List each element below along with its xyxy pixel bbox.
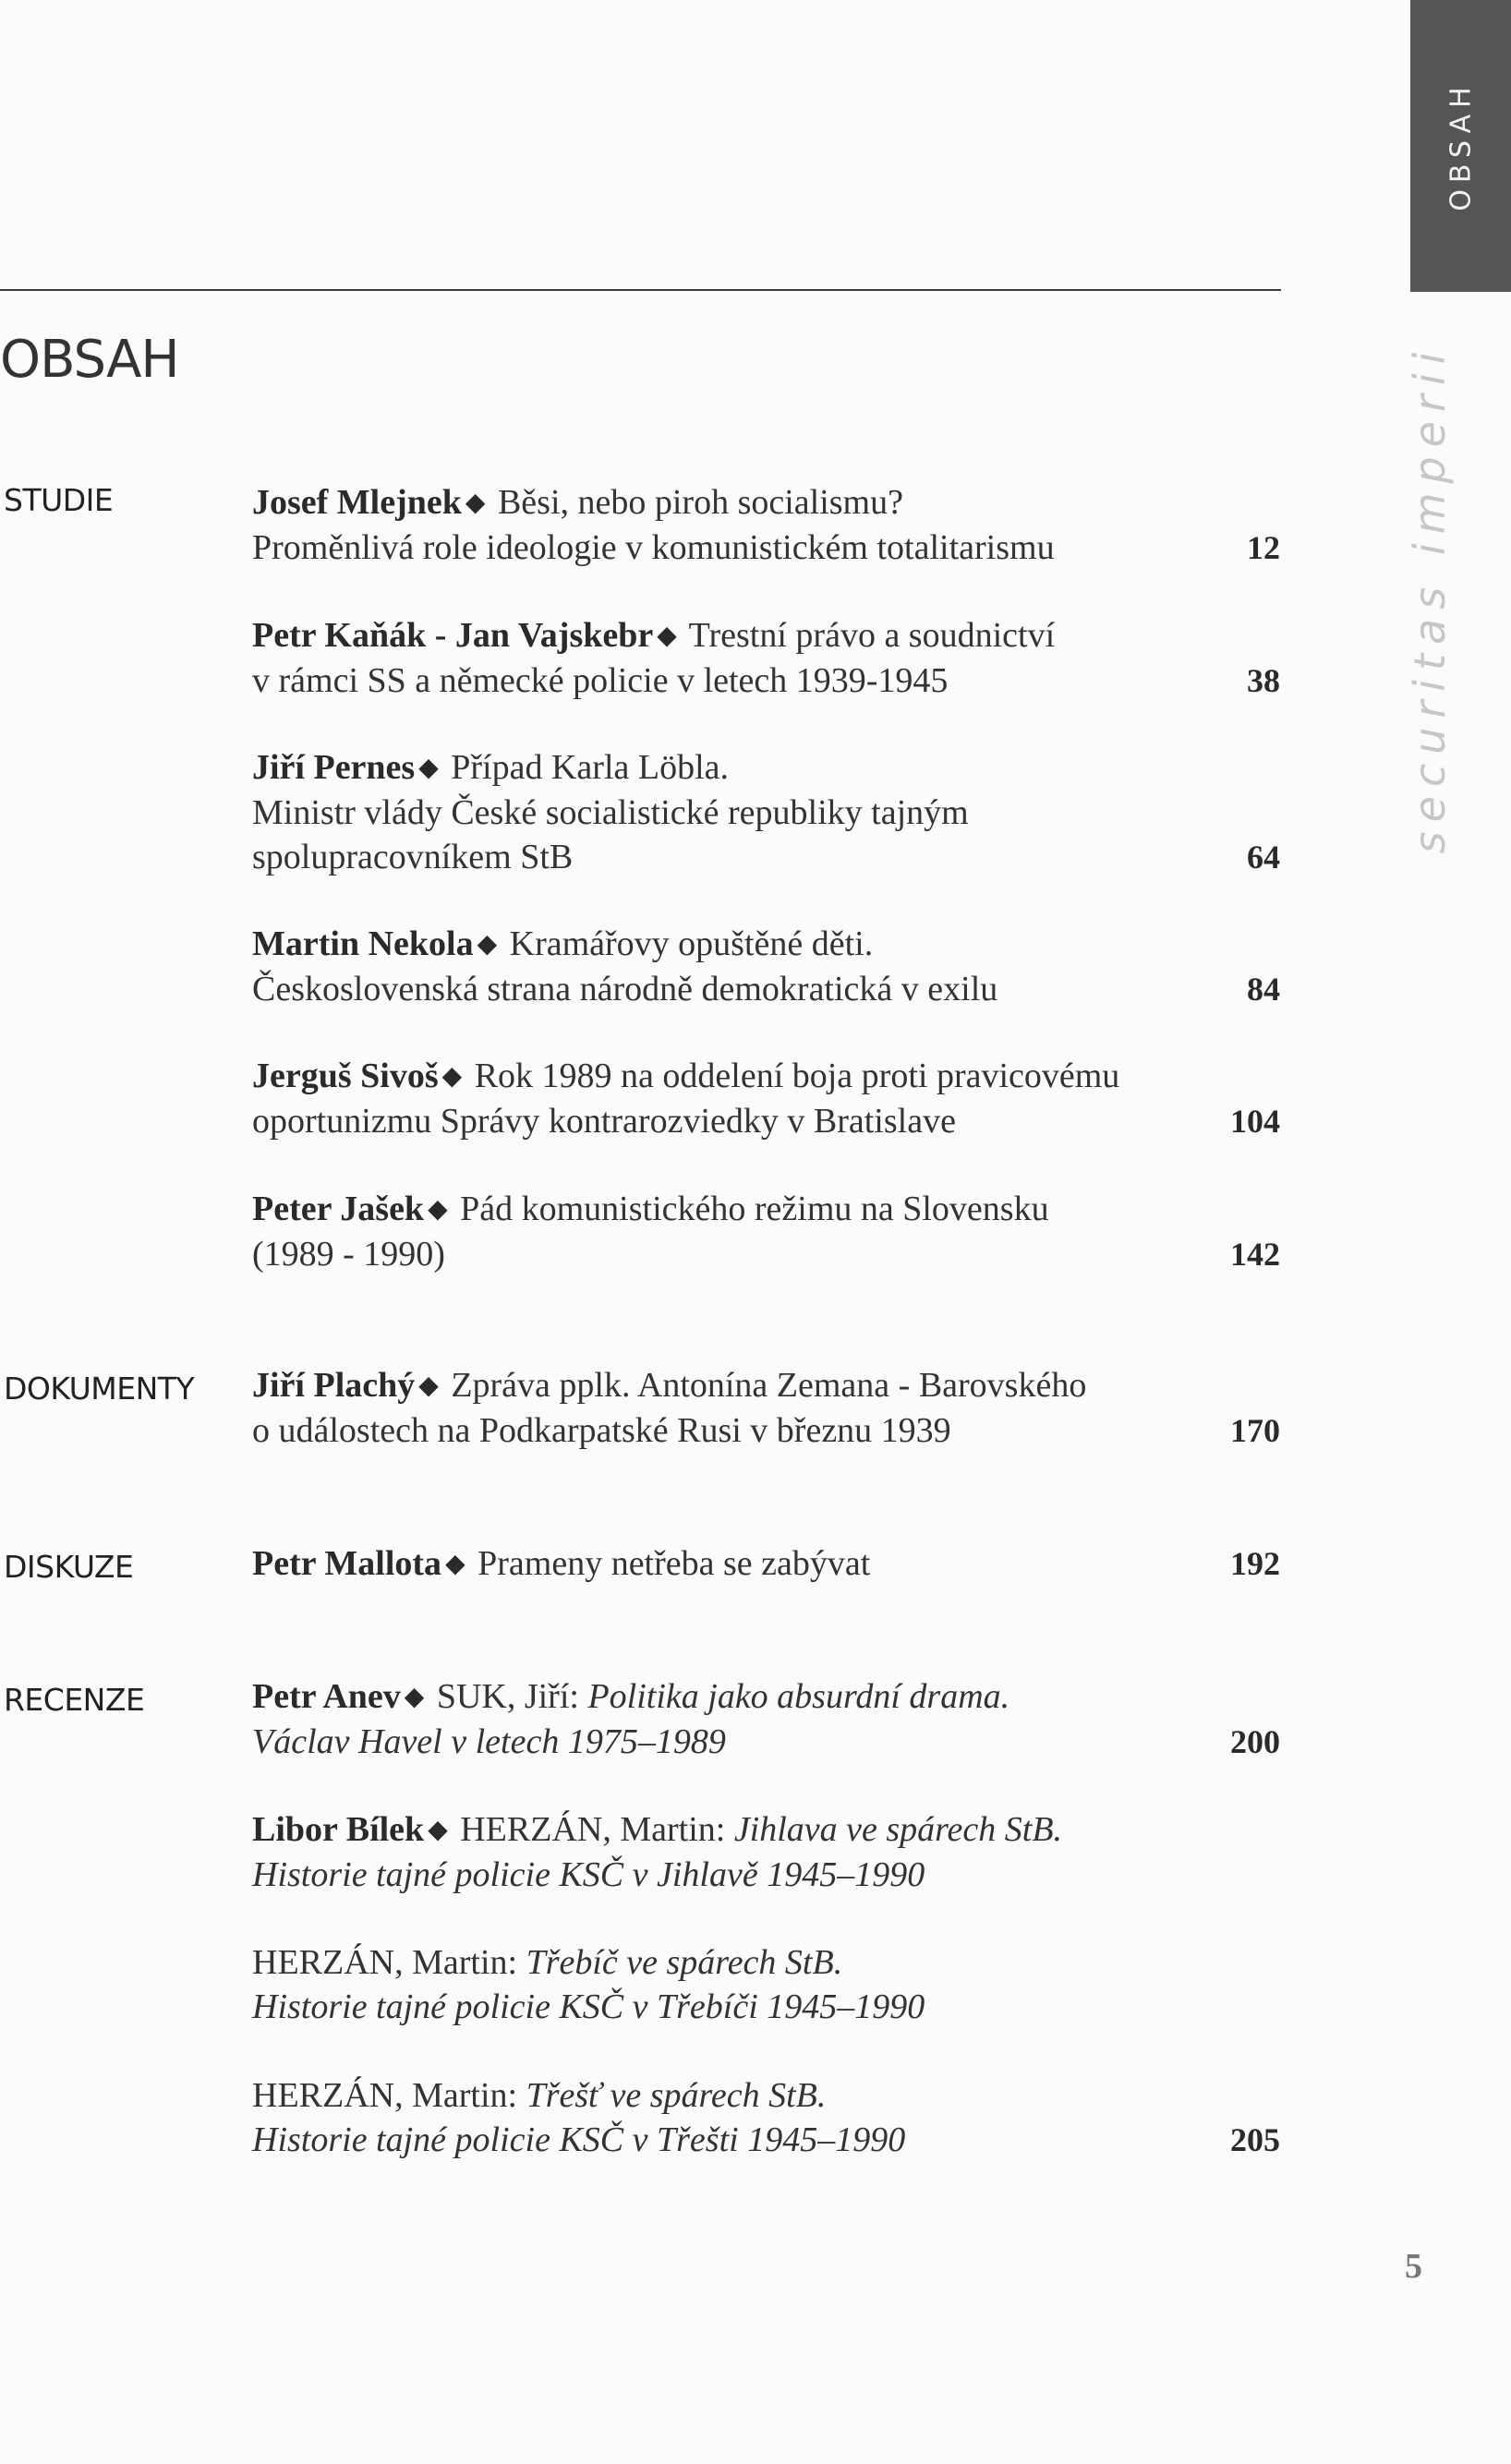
toc-entry-plachy[interactable]: [252, 1363, 1282, 1453]
diamond-separator-icon: ◆: [418, 1371, 439, 1400]
entry-page-number: 64: [1247, 839, 1280, 876]
entry-author: Josef Mlejnek: [252, 483, 462, 522]
entry-subtitle: Československá strana národně demokratická v exilu: [252, 970, 998, 1009]
toc-entry-mallota[interactable]: [252, 1541, 1282, 1587]
toc-entry-herzan-trest[interactable]: [252, 2073, 1282, 2162]
entry-page-number: 200: [1230, 1723, 1280, 1760]
toc-entry-nekola[interactable]: [252, 922, 1282, 1011]
entry-page-number: 192: [1230, 1545, 1280, 1582]
entry-book-title: Jihlava ve spárech StB.: [733, 1810, 1063, 1849]
section-label-dokumenty: DOKUMENTY: [4, 1371, 195, 1407]
entry-book-author: SUK, Jiří:: [436, 1677, 579, 1716]
entry-subtitle: (1989 - 1990): [252, 1235, 445, 1274]
entry-author: Jiří Pernes: [252, 748, 416, 787]
diamond-separator-icon: ◆: [418, 754, 439, 782]
toc-entry-mlejnek[interactable]: [252, 480, 1282, 570]
entry-title: Prameny netřeba se zabývat: [477, 1544, 871, 1583]
entry-page-number: 84: [1247, 971, 1280, 1008]
entry-book-subtitle: Václav Havel v letech 1975–1989: [252, 1722, 726, 1761]
diamond-separator-icon: ◆: [477, 930, 498, 959]
entry-page-number: 142: [1230, 1236, 1280, 1273]
entry-page-number: 104: [1230, 1103, 1280, 1140]
entry-author: Jiří Plachý: [252, 1366, 416, 1405]
entry-title: Zpráva pplk. Antonína Zemana - Barovského: [451, 1366, 1087, 1405]
entry-subtitle: oportunizmu Správy kontrarozviedky v Bratislave: [252, 1102, 956, 1141]
entry-subtitle: Ministr vlády České socialistické republiky tajným: [252, 793, 969, 832]
top-rule: [0, 289, 1281, 291]
entry-book-title: Třebíč ve spárech StB.: [526, 1943, 843, 1982]
entry-book-title: Politika jako absurdní drama.: [587, 1677, 1010, 1716]
diamond-separator-icon: ◆: [428, 1195, 448, 1224]
section-label-studie: STUDIE: [4, 482, 114, 518]
section-label-diskuze: DISKUZE: [4, 1549, 134, 1585]
diamond-separator-icon: ◆: [428, 1816, 448, 1844]
entry-page-number: 205: [1230, 2121, 1280, 2158]
entry-author: Petr Kaňák - Jan Vajskebr: [252, 616, 654, 655]
toc-entry-bilek[interactable]: [252, 1807, 1282, 1897]
section-label-recenze: RECENZE: [4, 1682, 145, 1718]
entry-page-number: 170: [1230, 1412, 1280, 1449]
diamond-separator-icon: ◆: [404, 1683, 425, 1711]
entry-book-author: HERZÁN, Martin:: [252, 1943, 518, 1982]
entry-title: Trestní právo a soudnictví: [688, 616, 1056, 655]
toc-entry-herzan-trebic[interactable]: [252, 1940, 1282, 2029]
entry-title: Běsi, nebo piroh socialismu?: [497, 483, 903, 522]
toc-entry-pernes[interactable]: [252, 745, 1282, 879]
entry-author: Petr Anev: [252, 1677, 401, 1716]
diamond-separator-icon: ◆: [441, 1062, 463, 1091]
entry-title: Případ Karla Löbla.: [451, 748, 729, 787]
entry-author: Peter Jašek: [252, 1190, 425, 1228]
entry-subtitle: o událostech na Podkarpatské Rusi v březnu 1939: [252, 1411, 951, 1450]
entry-author: Jerguš Sivoš: [252, 1057, 439, 1095]
toc-entry-sivos[interactable]: [252, 1054, 1282, 1143]
entry-book-subtitle: Historie tajné policie KSČ v Jihlavě 1945–1990: [252, 1855, 925, 1894]
toc-entry-jasek[interactable]: [252, 1187, 1282, 1276]
side-tab: [1410, 0, 1511, 292]
entry-book-author: HERZÁN, Martin:: [460, 1810, 726, 1849]
entry-book-subtitle: Historie tajné policie KSČ v Třešti 1945–1990: [252, 2120, 906, 2159]
diamond-separator-icon: ◆: [657, 622, 677, 650]
entry-author: Petr Mallota: [252, 1544, 442, 1583]
entry-author: Libor Bílek: [252, 1810, 425, 1849]
entry-title: Pád komunistického režimu na Slovensku: [460, 1190, 1049, 1228]
side-tab-label: OBSAH: [1445, 80, 1477, 211]
entry-subtitle-cont: spolupracovníkem StB: [252, 838, 574, 876]
entry-book-title: Třešť ve spárech StB.: [526, 2076, 827, 2115]
entry-author: Martin Nekola: [252, 924, 474, 963]
diamond-separator-icon: ◆: [465, 489, 486, 517]
entry-title: Kramářovy opuštěné děti.: [509, 924, 874, 963]
side-brand-text: securitas imperii: [1405, 343, 1455, 854]
entry-subtitle: v rámci SS a německé policie v letech 1939-1945: [252, 661, 949, 700]
entry-subtitle: Proměnlivá role ideologie v komunistickém totalitarismu: [252, 528, 1055, 567]
entry-page-number: 12: [1247, 529, 1280, 566]
page-folio-number: 5: [1405, 2247, 1422, 2286]
entry-page-number: 38: [1247, 662, 1280, 699]
entry-title: Rok 1989 na oddelení boja proti pravicovému: [474, 1057, 1120, 1095]
diamond-separator-icon: ◆: [445, 1550, 465, 1578]
page-title: OBSAH: [0, 330, 179, 390]
toc-entry-anev[interactable]: [252, 1674, 1282, 1764]
entry-book-author: HERZÁN, Martin:: [252, 2076, 518, 2115]
entry-book-subtitle: Historie tajné policie KSČ v Třebíči 1945–1990: [252, 1987, 925, 2026]
toc-entry-kanak[interactable]: [252, 613, 1282, 703]
